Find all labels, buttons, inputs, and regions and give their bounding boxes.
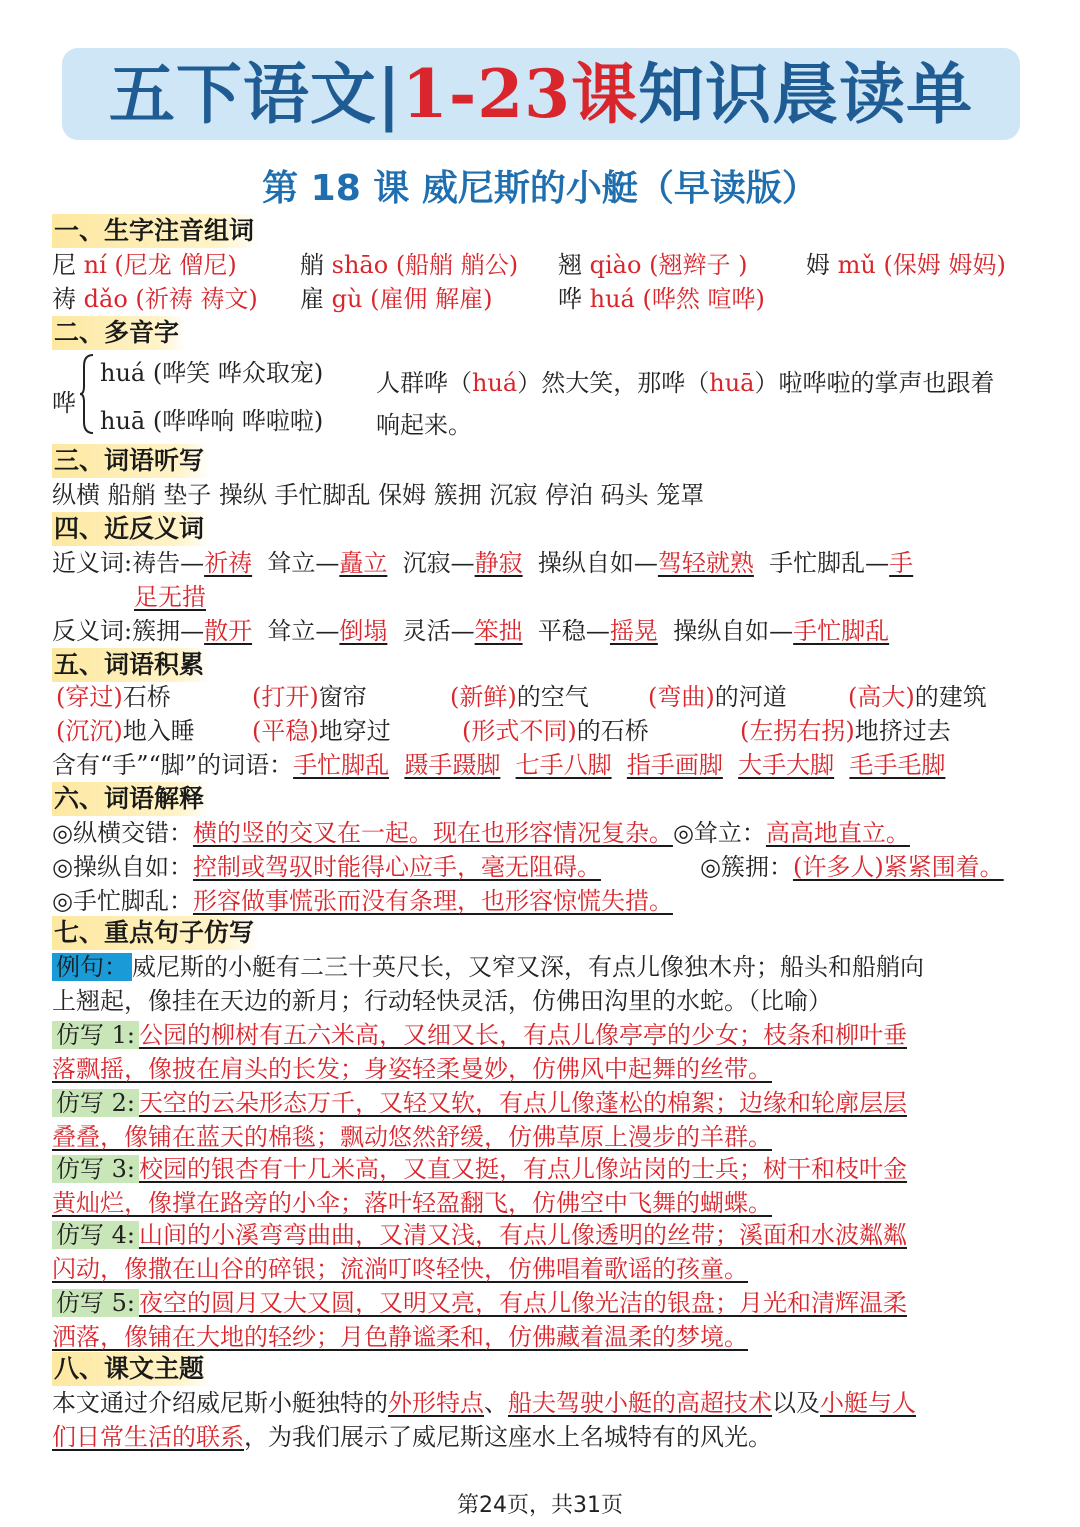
chars-row-1d xyxy=(806,248,1006,282)
phrase-answer: (新鲜) xyxy=(450,683,517,711)
phrase-text: 石桥 xyxy=(122,683,171,711)
phrase-answer: (沉沉) xyxy=(56,717,123,745)
phrase-text: 窗帘 xyxy=(318,683,367,711)
polyphone-reading-1: huá (哗笑 哗众取宠) xyxy=(100,359,324,387)
words: (翘辫子 ) xyxy=(649,251,748,279)
ant-answer: 笨拙 xyxy=(474,617,523,645)
syn-answer: 静寂 xyxy=(474,549,523,577)
ant-word: 灵活— xyxy=(402,617,475,645)
phrase-answer: (左拐右拐) xyxy=(740,717,855,745)
char: 哗 xyxy=(558,285,582,313)
ant-word: 耸立— xyxy=(267,617,340,645)
syn-answer: 驾轻就熟 xyxy=(657,549,754,577)
hand-foot-word: 蹑手蹑脚 xyxy=(404,751,501,779)
hand-foot-word: 手忙脚乱 xyxy=(293,751,390,779)
pinyin: shāo xyxy=(331,251,389,279)
chars-row-2 xyxy=(52,282,258,316)
imitation-text: 洒落，像铺在大地的轻纱；月色静谧柔和，仿佛藏着温柔的梦境。 xyxy=(52,1323,748,1351)
explain-term: ◎耸立： xyxy=(672,819,766,847)
words: (保姆 姆妈) xyxy=(883,251,1006,279)
sentence-text: ）啦哗啦的掌声也跟着 xyxy=(754,369,995,397)
theme-text: 、 xyxy=(484,1389,508,1417)
explain-line-2b xyxy=(700,850,1004,884)
phrase xyxy=(56,714,195,748)
explain-line-2 xyxy=(52,850,601,884)
ant-answer: 手忙脚乱 xyxy=(793,617,890,645)
explain-def: 横的竖的交叉在一起。现在也形容情况复杂。 xyxy=(192,819,673,847)
syn-answer: 手 xyxy=(889,549,914,577)
theme-key: 船夫驾驶小艇的高超技术 xyxy=(508,1389,772,1417)
section-heading-sentences: 七、重点句子仿写 xyxy=(52,916,260,950)
phrase xyxy=(252,680,367,714)
ant-answer: 散开 xyxy=(204,617,253,645)
imitation-text: 黄灿烂，像撑在路旁的小伞；落叶轻盈翻飞，仿佛空中飞舞的蝴蝶。 xyxy=(52,1189,772,1217)
section-heading-explain: 六、词语解释 xyxy=(52,782,210,816)
imitation-label: 仿写 2: xyxy=(52,1089,139,1117)
char: 翘 xyxy=(558,251,582,279)
hand-foot-word: 毛手毛脚 xyxy=(849,751,946,779)
words: (尼龙 僧尼) xyxy=(114,251,237,279)
theme-key: 小艇与人 xyxy=(820,1389,916,1417)
phrase-text: 地穿过 xyxy=(318,717,391,745)
syn-word: 手忙脚乱— xyxy=(769,549,890,577)
imitation-label: 仿写 5: xyxy=(52,1289,139,1317)
imitation-4-line-1 xyxy=(52,1218,907,1252)
pinyin: dǎo xyxy=(83,285,128,313)
phrase-answer: (弯曲) xyxy=(648,683,715,711)
imitation-5-line-2 xyxy=(52,1320,748,1354)
title-separator: | xyxy=(376,55,402,133)
lesson-title: 第 18 课 威尼斯的小艇（早读版） xyxy=(262,168,818,209)
phrase-answer: (高大) xyxy=(848,683,915,711)
polyphone-sentence-line1 xyxy=(376,366,994,400)
syn-word: 祷告— xyxy=(132,549,205,577)
title-part1: 五下语文 xyxy=(108,55,377,133)
pinyin: ní xyxy=(83,251,107,279)
example-line-2: 上翘起，像挂在天边的新月；行动轻快灵活，仿佛田沟里的水蛇。（比喻） xyxy=(52,987,832,1015)
sentence-text: 人群哗（ xyxy=(376,369,472,397)
section-heading-theme: 八、课文主题 xyxy=(52,1352,210,1386)
imitation-label: 仿写 1: xyxy=(52,1021,139,1049)
page-number: 第24页，共31页 xyxy=(457,1493,623,1518)
imitation-text: 校园的银杏有十几米高，又直又挺，有点儿像站岗的士兵；树干和枝叶金 xyxy=(138,1155,907,1183)
explain-def: (许多人)紧紧围着。 xyxy=(792,853,1004,881)
words: (船艄 艄公) xyxy=(395,251,519,279)
imitation-label: 仿写 4: xyxy=(52,1221,139,1249)
ant-answer: 倒塌 xyxy=(339,617,388,645)
chars-row-1 xyxy=(52,248,237,282)
example-text: 威尼斯的小艇有二三十英尺长，又窄又深，有点儿像独木舟；船头和船艄向 xyxy=(132,953,924,981)
chars-row-1b xyxy=(300,248,518,282)
imitation-5-line-1 xyxy=(52,1286,907,1320)
words: (哗然 喧哗) xyxy=(642,285,765,313)
chars-row-2c xyxy=(558,282,765,316)
imitation-text: 闪动，像撒在山谷的碎银；流淌叮咚轻快，仿佛唱着歌谣的孩童。 xyxy=(52,1255,748,1283)
ant-word: 平稳— xyxy=(537,617,610,645)
syn-word: 沉寂— xyxy=(402,549,475,577)
explain-term: ◎簇拥： xyxy=(700,853,793,881)
syn-answer: 祈祷 xyxy=(204,549,253,577)
phrase-answer: (穿过) xyxy=(56,683,123,711)
phrase-text: 的石桥 xyxy=(576,717,649,745)
explain-term: ◎操纵自如： xyxy=(52,853,193,881)
explain-term: ◎纵横交错： xyxy=(52,819,193,847)
pinyin: qiào xyxy=(589,251,642,279)
imitation-text: 叠叠，像铺在蓝天的棉毯；飘动悠然舒缓，仿佛草原上漫步的羊群。 xyxy=(52,1123,772,1151)
char: 祷 xyxy=(52,285,76,313)
imitation-text: 落飘摇，像披在肩头的长发；身姿轻柔曼妙，仿佛风中起舞的丝带。 xyxy=(52,1055,772,1083)
ant-word: 簇拥— xyxy=(132,617,205,645)
hand-foot-label: 含有“手”“脚”的词语： xyxy=(52,751,294,779)
sentence-text: ）然大笑，那哗（ xyxy=(517,369,710,397)
imitation-text: 夜空的圆月又大又圆，又明又亮，有点儿像光洁的银盘；月光和清辉温柔 xyxy=(138,1289,907,1317)
phrase-text: 地入睡 xyxy=(122,717,195,745)
synonyms-line xyxy=(52,546,913,580)
antonyms-label: 反义词: xyxy=(52,617,133,645)
phrase-text: 的空气 xyxy=(516,683,589,711)
dictation-words: 纵横 船艄 垫子 操纵 手忙脚乱 保姆 簇拥 沉寂 停泊 码头 笼罩 xyxy=(52,481,705,509)
imitation-4-line-2 xyxy=(52,1252,748,1286)
sentence-pinyin: huá xyxy=(472,369,518,397)
explain-def: 高高地直立。 xyxy=(765,819,910,847)
chars-row-2b xyxy=(300,282,492,316)
phrase xyxy=(462,714,649,748)
explain-line-1 xyxy=(52,816,910,850)
theme-key: 外形特点 xyxy=(388,1389,484,1417)
theme-text: 以及 xyxy=(772,1389,820,1417)
hand-foot-word: 指手画脚 xyxy=(626,751,723,779)
phrase xyxy=(252,714,391,748)
section-heading-chars: 一、生字注音组词 xyxy=(52,214,260,248)
theme-line-1 xyxy=(52,1386,916,1420)
section-heading-dictation: 三、词语听写 xyxy=(52,444,210,478)
char: 艄 xyxy=(300,251,324,279)
hand-foot-words xyxy=(52,748,945,782)
char: 尼 xyxy=(52,251,76,279)
pinyin: huá xyxy=(589,285,635,313)
syn-answer-cont: 足无措 xyxy=(134,583,206,611)
phrase xyxy=(648,680,787,714)
pinyin: gù xyxy=(331,285,363,313)
theme-text: 本文通过介绍威尼斯小艇独特的 xyxy=(52,1389,388,1417)
phrase-text: 的河道 xyxy=(714,683,787,711)
sentence-pinyin: huā xyxy=(709,369,755,397)
explain-term: ◎手忙脚乱： xyxy=(52,887,193,915)
imitation-3-line-2 xyxy=(52,1186,772,1220)
example-label: 例句： xyxy=(52,953,132,981)
polyphone-char: 哗 xyxy=(52,389,76,417)
polyphone-reading-2: huā (哗哗响 哗啦啦) xyxy=(100,407,324,435)
title-part3: 知识晨读单 xyxy=(638,55,974,133)
phrase-answer: (打开) xyxy=(252,683,319,711)
phrase-answer: (形式不同) xyxy=(462,717,577,745)
syn-word: 耸立— xyxy=(267,549,340,577)
imitation-1-line-1 xyxy=(52,1018,907,1052)
explain-def: 形容做事慌张而没有条理，也形容惊慌失措。 xyxy=(192,887,673,915)
antonyms-line xyxy=(52,614,889,648)
imitation-text: 天空的云朵形态万千，又轻又软，有点儿像蓬松的棉絮；边缘和轮廓层层 xyxy=(138,1089,907,1117)
words: (祈祷 祷文) xyxy=(135,285,258,313)
theme-line-2 xyxy=(52,1420,772,1454)
imitation-text: 公园的柳树有五六米高，又细又长，有点儿像亭亭的少女；枝条和柳叶垂 xyxy=(138,1021,907,1049)
brace-icon xyxy=(80,354,94,434)
phrase-text: 的建筑 xyxy=(914,683,987,711)
words: (雇佣 解雇) xyxy=(370,285,493,313)
theme-key: 们日常生活的联系 xyxy=(52,1423,244,1451)
ant-word: 操纵自如— xyxy=(673,617,794,645)
title-banner xyxy=(62,48,1020,140)
title-part2: 1-23课 xyxy=(401,55,639,133)
theme-text: ，为我们展示了威尼斯这座水上名城特有的风光。 xyxy=(244,1423,772,1451)
synonyms-continued xyxy=(134,580,206,614)
pinyin: mǔ xyxy=(837,251,876,279)
section-heading-accumulate: 五、词语积累 xyxy=(52,648,210,682)
phrase xyxy=(740,714,951,748)
phrase-answer: (平稳) xyxy=(252,717,319,745)
imitation-label: 仿写 3: xyxy=(52,1155,139,1183)
char: 雇 xyxy=(300,285,324,313)
ant-answer: 摇晃 xyxy=(609,617,658,645)
phrase xyxy=(450,680,589,714)
syn-word: 操纵自如— xyxy=(537,549,658,577)
explain-line-3 xyxy=(52,884,673,918)
section-heading-synonyms: 四、近反义词 xyxy=(52,512,210,546)
imitation-2-line-2 xyxy=(52,1120,772,1154)
synonyms-label: 近义词: xyxy=(52,549,133,577)
phrase xyxy=(56,680,171,714)
imitation-2-line-1 xyxy=(52,1086,907,1120)
section-heading-polyphone: 二、多音字 xyxy=(52,316,185,350)
imitation-3-line-1 xyxy=(52,1152,907,1186)
char: 姆 xyxy=(806,251,830,279)
syn-answer: 矗立 xyxy=(339,549,388,577)
explain-def: 控制或驾驭时能得心应手，毫无阻碍。 xyxy=(192,853,601,881)
hand-foot-word: 七手八脚 xyxy=(515,751,612,779)
phrase-text: 地挤过去 xyxy=(854,717,951,745)
polyphone-sentence-line2: 响起来。 xyxy=(376,411,472,439)
imitation-text: 山间的小溪弯弯曲曲，又清又浅，有点儿像透明的丝带；溪面和水波粼粼 xyxy=(138,1221,907,1249)
imitation-1-line-2 xyxy=(52,1052,772,1086)
example-line-1 xyxy=(52,950,924,984)
phrase xyxy=(848,680,987,714)
hand-foot-word: 大手大脚 xyxy=(738,751,835,779)
chars-row-1c xyxy=(558,248,747,282)
